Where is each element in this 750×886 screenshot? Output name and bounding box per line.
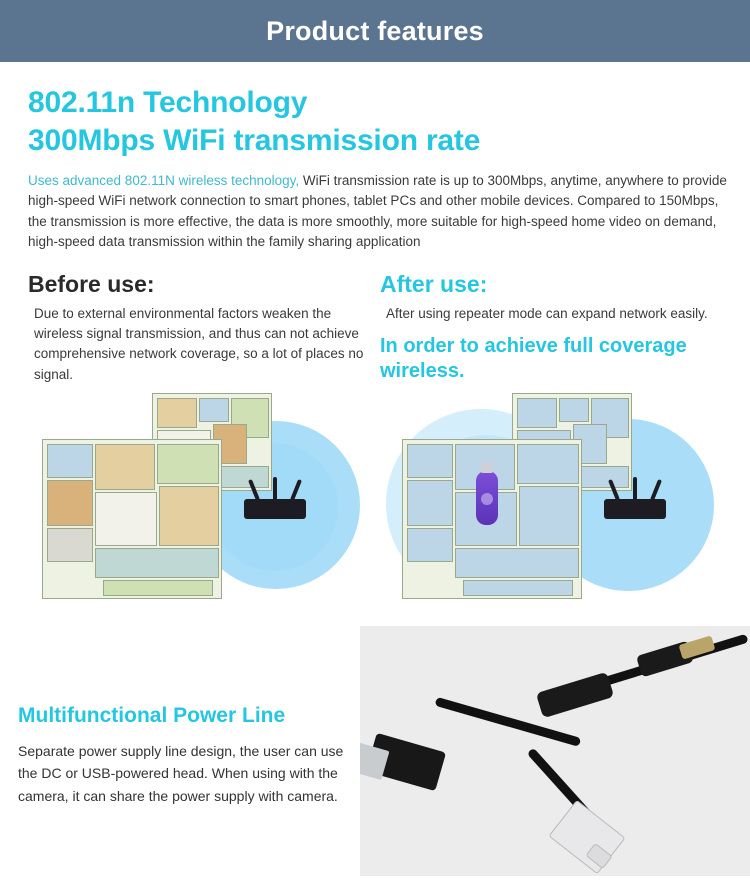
floorplan-room [47, 444, 93, 478]
after-use-subheading: In order to achieve full coverage wireless. [380, 335, 687, 383]
dc-female-connector [536, 672, 614, 718]
floorplan-room [407, 528, 453, 562]
floorplan-room [407, 480, 453, 526]
power-line-text-block [18, 704, 348, 807]
rj45-connector [548, 800, 625, 874]
floorplan-room [159, 486, 219, 546]
power-cable-photo [360, 626, 750, 876]
page-title: Product features [266, 15, 484, 46]
wifi-router-icon [604, 499, 666, 519]
floorplan-room [47, 528, 93, 562]
floorplan-room [157, 398, 197, 428]
intro-paragraph [0, 161, 750, 253]
floorplan-room [47, 480, 93, 526]
floorplan-room [455, 548, 579, 578]
power-line-title: Multifunctional Power Line [18, 704, 286, 727]
floorplan-room [95, 548, 219, 578]
before-use-column [28, 271, 368, 385]
intro-highlight: Uses advanced 802.11N wireless technology, [28, 172, 300, 188]
intro-rest: WiFi transmission rate is up to 300Mbps, anytime, anywhere to provide high-speed WiFi network connection to smart phones, tablet PCs and other mobile devices. Compared to 150Mbps, the transmission is more effective, the data is more smoothly, more suitable for high-speed home video on demand, high-speed data transmission within the family sharing application [28, 172, 727, 250]
router-antenna-icon [273, 477, 277, 501]
floorplan-room [519, 486, 579, 546]
header-banner [0, 0, 750, 62]
after-use-body: After using repeater mode can expand network easily. [386, 305, 708, 321]
floorplan-room [559, 398, 589, 422]
before-use-heading: Before use: [28, 270, 155, 297]
floorplan-lower [42, 439, 222, 599]
floorplan-room [517, 398, 557, 428]
headline-line-2: 300Mbps WiFi transmission rate [28, 124, 481, 158]
before-use-body: Due to external environmental factors weaken the wireless signal transmission, and thus can not achieve comprehensive network coverage, so a lot of places no signal. [34, 305, 364, 382]
after-use-illustration [372, 391, 732, 601]
after-use-heading: After use: [380, 270, 488, 297]
floorplan-room [95, 492, 157, 546]
wifi-repeater-dongle-icon [476, 471, 498, 525]
floorplan-room [463, 580, 573, 596]
router-antenna-icon [633, 477, 637, 501]
floorplan-room [517, 444, 579, 484]
dongle-indicator-icon [481, 493, 493, 505]
wifi-router-icon [244, 499, 306, 519]
headline-line-1: 802.11n Technology [28, 86, 308, 119]
after-use-column [380, 271, 730, 384]
before-use-illustration [12, 391, 362, 601]
floorplan-room [407, 444, 453, 478]
floorplan-room [199, 398, 229, 422]
headline-block [0, 62, 750, 161]
floorplan-room [157, 444, 219, 484]
compare-section [0, 271, 750, 601]
floorplan-room [95, 444, 155, 490]
floorplan-room [103, 580, 213, 596]
power-line-body: Separate power supply line design, the user can use the DC or USB-powered head. When using with the camera, it can share the power supply with camera. [18, 743, 344, 804]
power-line-section [0, 626, 750, 886]
